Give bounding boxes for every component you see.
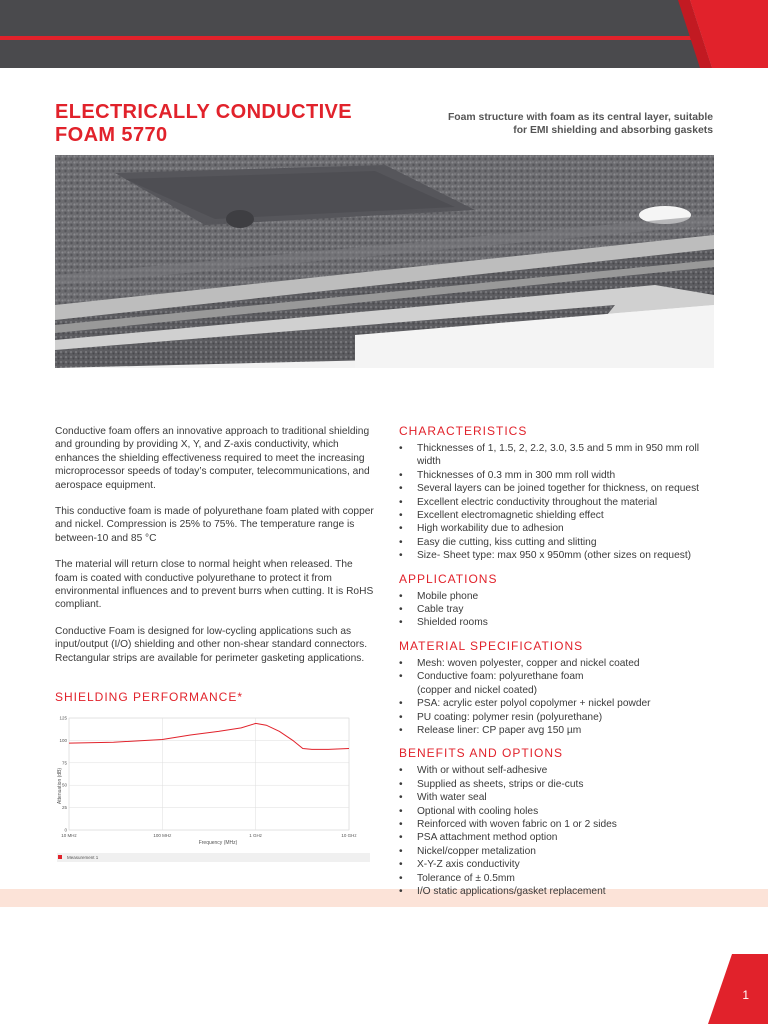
list-item: • Mobile phone [399, 590, 719, 603]
shielding-chart [55, 712, 370, 862]
list-item: • Thicknesses of 0.3 mm in 300 mm roll width [399, 469, 719, 482]
chart-y-tick-label: 125 [59, 715, 67, 721]
subtitle-line-1: Foam structure with foam as its central layer, suitable [447, 112, 713, 123]
list-item [399, 670, 719, 697]
list-item: • Excellent electric conductivity throughout the material [399, 496, 719, 509]
intro-text [55, 425, 375, 678]
material-specifications-heading: MATERIAL SPECIFICATIONS [399, 638, 584, 653]
list-item: • PSA: acrylic ester polyol copolymer + nickel powder [399, 697, 719, 710]
list-item: • Nickel/copper metalization [399, 845, 719, 858]
characteristics-heading: CHARACTERISTICS [399, 424, 528, 438]
applications-list [399, 590, 719, 630]
list-item: • Excellent electromagnetic shielding effect [399, 509, 719, 522]
list-item: • Mesh: woven polyester, copper and nickel coated [399, 657, 719, 670]
benefits-list [399, 764, 719, 898]
list-item-subline: (copper and nickel coated) [417, 684, 538, 696]
chart-legend-swatch [58, 855, 62, 859]
intro-paragraph-1: Conductive foam offers an innovative approach to traditional shielding and grounding by providing X, Y, and Z-axis conductivity, which enhances the shielding effectiveness required to meet the increasing microprocessor speeds of today’s computer, telecommunications, and aerospace equipment. [55, 426, 370, 491]
list-item: • Optional with cooling holes [399, 805, 719, 818]
product-photo [55, 155, 714, 368]
page-number: 1 [742, 988, 749, 1002]
list-item: • High workability due to adhesion [399, 522, 719, 535]
chart-y-tick-label: 100 [59, 737, 67, 743]
chart-grid [69, 718, 349, 830]
specs-column [399, 424, 719, 907]
chart-y-tick-label: 25 [61, 805, 67, 811]
list-item: • Shielded rooms [399, 616, 719, 629]
page-corner [708, 954, 768, 1024]
list-item-text: Conductive foam: polyurethane foam [417, 671, 584, 683]
list-item: • Release liner: CP paper avg 150 µm [399, 724, 719, 737]
chart-x-label: Frequency (MHz) [198, 840, 238, 846]
chart-y-tick-label: 50 [61, 782, 67, 788]
subtitle-line-2: for EMI shielding and absorbing gaskets [513, 125, 713, 136]
benefits-heading: BENEFITS AND OPTIONS [399, 746, 564, 761]
list-item: • Thicknesses of 1, 1.5, 2, 2.2, 3.0, 3.5 and 5 mm in 950 mm roll width [399, 442, 719, 469]
chart-legend-label: Measurement 1 [67, 855, 99, 860]
list-item: • Tolerance of ± 0.5mm [399, 872, 719, 885]
shielding-performance-heading: SHIELDING PERFORMANCE* [55, 690, 244, 704]
list-item: • Cable tray [399, 603, 719, 616]
page-subtitle [393, 111, 713, 137]
list-item: • Size- Sheet type: max 950 x 950mm (other sizes on request) [399, 549, 719, 562]
list-item: • PSA attachment method option [399, 831, 719, 844]
list-item: • Supplied as sheets, strips or die-cuts [399, 778, 719, 791]
list-item: • X-Y-Z axis conductivity [399, 858, 719, 871]
chart-plot-area [69, 718, 349, 830]
intro-paragraph-4: Conductive Foam is designed for low-cycling applications such as input/output (I/O) shielding and other non-shear standard connectors. Rectangular strips are available for perimeter gasketing applications. [55, 625, 368, 664]
page-title [55, 101, 352, 147]
chart-y-label: Attenuation (dB) [57, 767, 63, 805]
intro-paragraph-2: This conductive foam is made of polyurethane foam plated with copper and nickel. Compression is 25% to 75%. The temperature range is between-10 and 85 °C [55, 506, 374, 544]
chart-x-tick-label: 100 MHz [153, 833, 172, 838]
chart-x-tick-label: 10 GHz [341, 833, 357, 838]
chart-x-ticks [61, 833, 357, 838]
list-item: • I/O static applications/gasket replacement [399, 885, 719, 898]
title-line-2: FOAM 5770 [55, 124, 168, 146]
chart-x-tick-label: 10 MHz [61, 833, 77, 838]
list-item: • PU coating: polymer resin (polyurethane) [399, 711, 719, 724]
list-item: • Reinforced with woven fabric on 1 or 2 sides [399, 818, 719, 831]
title-line-1: ELECTRICALLY CONDUCTIVE [55, 101, 353, 123]
list-item: • With water seal [399, 791, 719, 804]
chart-x-tick-label: 1 GHz [249, 833, 263, 838]
material-list [399, 657, 719, 737]
characteristics-list [399, 442, 719, 563]
applications-heading: APPLICATIONS [399, 571, 498, 586]
chart-legend-bar [57, 853, 370, 862]
list-item: • Several layers can be joined together for thickness, on request [399, 482, 719, 495]
list-item: • With or without self-adhesive [399, 764, 719, 777]
intro-paragraph-3: The material will return close to normal height when released. The foam is coated with conductive polyurethane to protect it from environmental influences and to prevent burrs when cutting. It is RoHS compliant. [55, 559, 374, 611]
header-bar [0, 0, 768, 68]
list-item: • Easy die cutting, kiss cutting and slitting [399, 536, 719, 549]
chart-y-tick-label: 75 [61, 760, 67, 766]
chart-y-tick-label: 0 [64, 827, 67, 833]
